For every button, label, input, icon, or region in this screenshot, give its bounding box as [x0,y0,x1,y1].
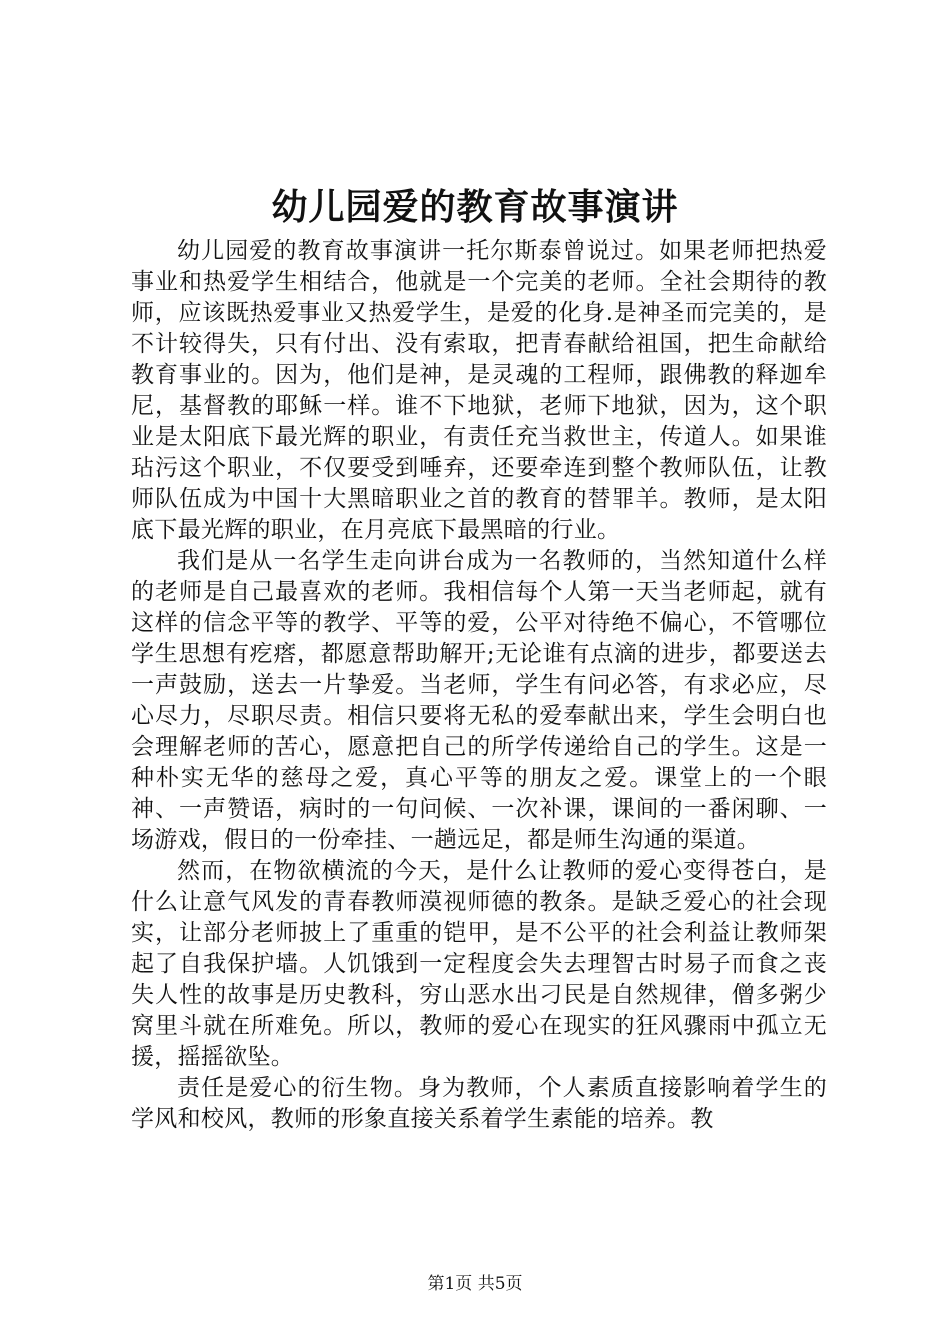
document-body [131,236,827,1135]
paragraph: 责任是爱心的衍生物。身为教师，个人素质直接影响着学生的学风和校风，教师的形象直接关系着学生素能的培养。教 [131,1075,827,1132]
paragraph: 我们是从一名学生走向讲台成为一名教师的，当然知道什么样的老师是自己最喜欢的老师。我相信每个人第一天当老师起，就有这样的信念平等的教学、平等的爱，公平对待绝不偏心，不管哪位学生思想有疙瘩，都愿意帮助解开;无论谁有点滴的进步，都要送去一声鼓励，送去一片挚爱。当老师，学生有问必答，有求必应，尽心尽力，尽职尽责。相信只要将无私的爱奉献出来，学生会明白也会理解老师的苦心，愿意把自己的所学传递给自己的学生。这是一种朴实无华的慈母之爱，真心平等的朋友之爱。课堂上的一个眼神、一声赞语，病时的一句问候、一次补课，课间的一番闲聊、一场游戏，假日的一份牵挂、一趟远足，都是师生沟通的渠道。 [131,548,827,853]
paragraph: 然而，在物欲横流的今天，是什么让教师的爱心变得苍白，是什么让意气风发的青春教师漠视师德的教条。是缺乏爱心的社会现实，让部分老师披上了重重的铠甲，是不公平的社会利益让教师架起了自我保护墙。人饥饿到一定程度会失去理智古时易子而食之丧失人性的故事是历史教科，穷山恶水出刁民是自然规律，僧多粥少窝里斗就在所难免。所以，教师的爱心在现实的狂风骤雨中孤立无援，摇摇欲坠。 [131,858,827,1070]
page-footer: 第1页 共5页 [427,1274,523,1294]
document-title: 幼儿园爱的教育故事演讲 [271,186,679,228]
paragraph: 幼儿园爱的教育故事演讲一托尔斯泰曾说过。如果老师把热爱事业和热爱学生相结合，他就是一个完美的老师。全社会期待的教师，应该既热爱事业又热爱学生，是爱的化身.是神圣而完美的，是不计较得失，只有付出、没有索取，把青春献给祖国，把生命献给教育事业的。因为，他们是神，是灵魂的工程师，跟佛教的释迦牟尼，基督教的耶稣一样。谁不下地狱，老师下地狱，因为，这个职业是太阳底下最光辉的职业，有责任充当救世主，传道人。如果谁玷污这个职业，不仅要受到唾弃，还要牵连到整个教师队伍，让教师队伍成为中国十大黑暗职业之首的教育的替罪羊。教师，是太阳底下最光辉的职业，在月亮底下最黑暗的行业。 [131,238,827,543]
